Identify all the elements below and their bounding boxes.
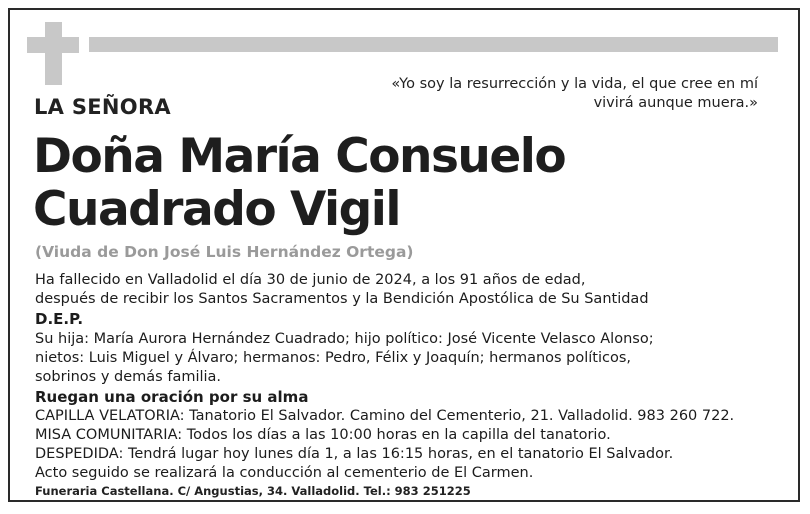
cross-icon-arm [27, 37, 79, 53]
dep-label: D.E.P. [35, 310, 84, 328]
prayer-request: Ruegan una oración por su alma [35, 388, 309, 406]
death-notice-line-2: después de recibir los Santos Sacramentos y la Bendición Apostólica de Su Santidad [35, 291, 649, 307]
family-line-3: sobrinos y demás familia. [35, 369, 222, 385]
deceased-name-line-1: Doña María Consuelo [33, 129, 566, 184]
title-label: LA SEÑORA [34, 95, 171, 119]
death-notice-line-1: Ha fallecido en Valladolid el día 30 de junio de 2024, a los 91 años de edad, [35, 272, 586, 288]
header-bar [89, 37, 778, 52]
chapel-info: CAPILLA VELATORIA: Tanatorio El Salvador. Camino del Cementerio, 21. Valladolid. 983 260 722. [35, 408, 735, 424]
family-line-2: nietos: Luis Miguel y Álvaro; hermanos: Pedro, Félix y Joaquín; hermanos políticos, [35, 350, 632, 366]
farewell-info: DESPEDIDA: Tendrá lugar hoy lunes día 1, a las 16:15 horas, en el tanatorio El Salvador. [35, 446, 674, 462]
family-line-1: Su hija: María Aurora Hernández Cuadrado; hijo político: José Vicente Velasco Alonso; [35, 331, 654, 347]
transfer-info: Acto seguido se realizará la conducción al cementerio de El Carmen. [35, 465, 534, 481]
mass-info: MISA COMUNITARIA: Todos los días a las 10:00 horas en la capilla del tanatorio. [35, 427, 611, 443]
quote-line-1: «Yo soy la resurrección y la vida, el que cree en mí [391, 76, 758, 92]
widow-note: (Viuda de Don José Luis Hernández Ortega) [35, 243, 414, 261]
cross-icon [45, 22, 62, 85]
deceased-name-line-2: Cuadrado Vigil [33, 182, 401, 237]
quote-line-2: vivirá aunque muera.» [593, 95, 758, 111]
scripture-quote [338, 75, 758, 113]
funeral-home-footer: Funeraria Castellana. C/ Angustias, 34. Valladolid. Tel.: 983 251225 [35, 484, 471, 498]
